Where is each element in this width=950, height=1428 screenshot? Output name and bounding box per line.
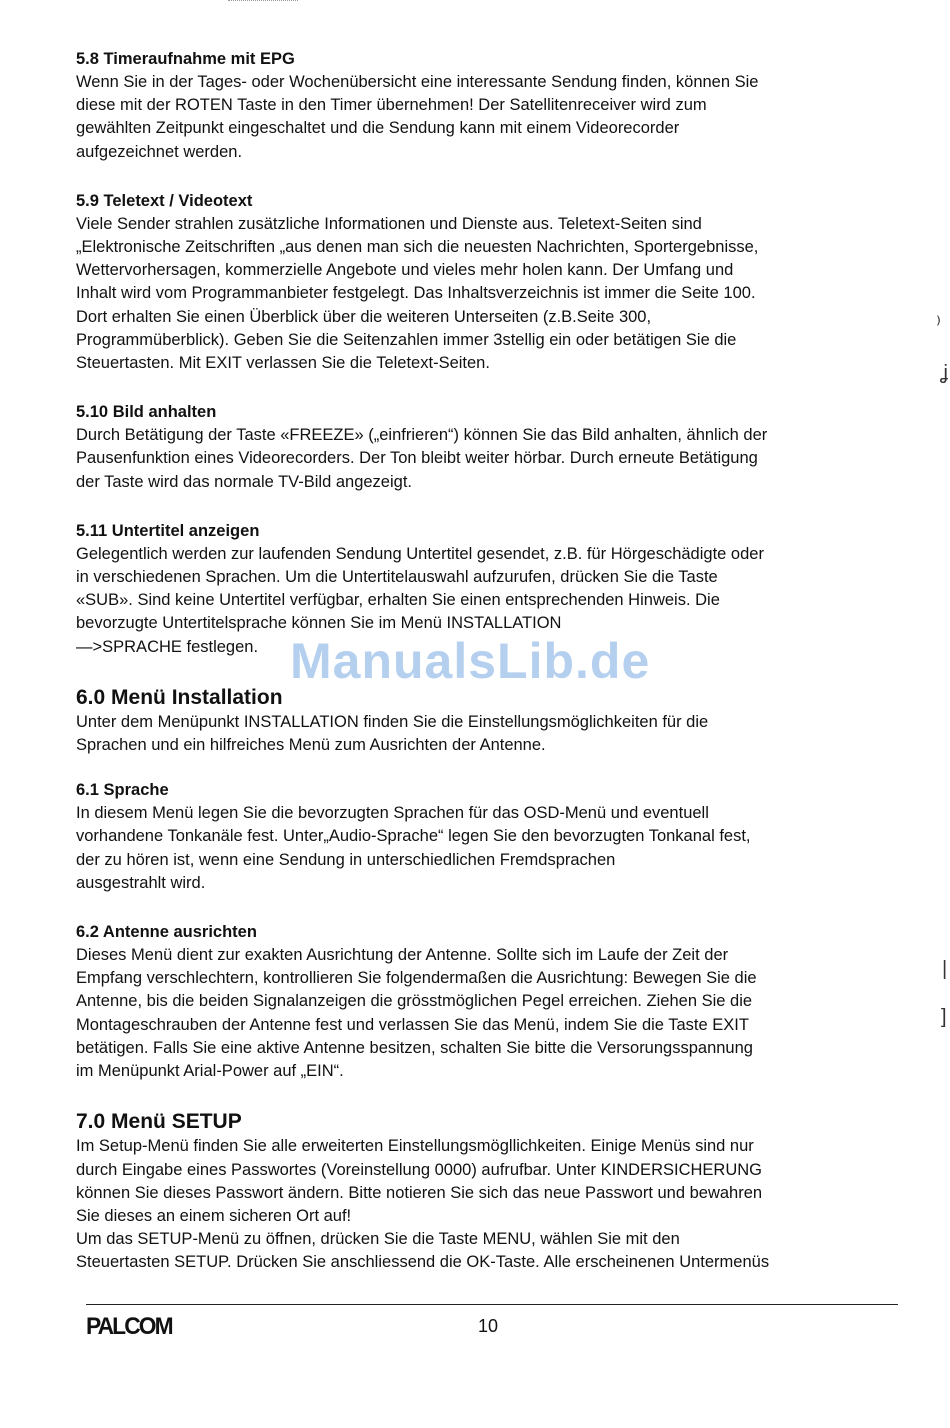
paragraph-line: Empfang verschlechtern, kontrollieren Sie folgendermaßen die Ausrichtung: Bewegen Sie die: [76, 969, 757, 988]
section-heading: 5.8 Timeraufnahme mit EPG: [76, 50, 295, 68]
paragraph-line: Gelegentlich werden zur laufenden Sendung Untertitel gesendet, z.B. für Hörgeschädigte oder: [76, 544, 764, 563]
paragraph-line: Wettervorhersagen, kommerzielle Angebote und vieles mehr holen kann. Der Umfang und: [76, 261, 734, 280]
paragraph-line: Wenn Sie in der Tages- oder Wochenübersicht eine interessante Sendung finden, können Sie: [76, 73, 759, 91]
margin-mark: ]: [941, 1006, 947, 1028]
paragraph-line: «SUB». Sind keine Untertitel verfügbar, erhalten Sie einen entsprechenden Hinweis. Die: [76, 591, 720, 610]
paragraph-line: in verschiedenen Sprachen. Um die Untertitelauswahl aufzurufen, drücken Sie die Taste: [76, 568, 718, 587]
footer-divider: [86, 1304, 898, 1305]
paragraph-line: durch Eingabe eines Passwortes (Voreinstellung 0000) aufrufbar. Unter KINDERSICHERUNG: [76, 1160, 762, 1179]
section: [76, 190, 906, 375]
section: [76, 1109, 906, 1274]
margin-mark: ⁾: [936, 314, 941, 336]
paragraph-line: bevorzugte Untertitelsprache können Sie im Menü INSTALLATION: [76, 614, 562, 633]
paragraph-line: Im Setup-Menü finden Sie alle erweiterten Einstellungsmögllichkeiten. Einige Menüs sind nur: [76, 1137, 754, 1156]
paragraph-line: diese mit der ROTEN Taste in den Timer übernehmen! Der Satellitenreceiver wird zum: [76, 96, 707, 115]
paragraph-line: Dort erhalten Sie einen Überblick über die weiteren Unterseiten (z.B.Seite 300,: [76, 307, 652, 326]
paragraph-line: —>SPRACHE festlegen.: [76, 637, 259, 656]
brand-logo: PALCOM: [86, 1313, 172, 1340]
paragraph-line: der zu hören ist, wenn eine Sendung in unterschiedlichen Fremdsprachen: [76, 850, 616, 869]
paragraph-line: Durch Betätigung der Taste «FREEZE» („einfrieren“) können Sie das Bild anhalten, ähnlich der: [76, 426, 768, 445]
paragraph-line: „Elektronische Zeitschriften „aus denen man sich die neuesten Nachrichten, Sportergebnisse,: [76, 238, 759, 257]
paragraph-line: Steuertasten. Mit EXIT verlassen Sie die Teletext-Seiten.: [76, 354, 490, 373]
section: [76, 685, 906, 757]
paragraph-line: Dieses Menü dient zur exakten Ausrichtung der Antenne. Sollte sich im Laufe der Zeit der: [76, 946, 729, 965]
paragraph-line: aufgezeichnet werden.: [76, 142, 243, 161]
paragraph-line: können Sie dieses Passwort ändern. Bitte notieren Sie sich das neue Passwort und bewahren: [76, 1183, 763, 1202]
paragraph-line: gewählten Zeitpunkt eingeschaltet und die Sendung kann mit einem Videorecorder: [76, 119, 680, 138]
section-heading: 5.9 Teletext / Videotext: [76, 191, 253, 210]
paragraph-line: betätigen. Falls Sie eine aktive Antenne besitzen, schalten Sie bitte die Versorungsspannung: [76, 1038, 753, 1057]
section-heading: 6.2 Antenne ausrichten: [76, 923, 257, 942]
top-scan-mark: [228, 0, 298, 4]
section: [76, 921, 906, 1083]
paragraph-line: Inhalt wird vom Programmanbieter festgelegt. Das Inhaltsverzeichnis ist immer die Seite 100.: [76, 284, 756, 303]
paragraph-line: Steuertasten SETUP. Drücken Sie anschliessend die OK-Taste. Alle erscheinenen Untermenüs: [76, 1253, 770, 1272]
paragraph-line: vorhandene Tonkanäle fest. Unter„Audio-Sprache“ legen Sie den bevorzugten Tonkanal fest,: [76, 827, 751, 846]
paragraph-line: der Taste wird das normale TV-Bild angezeigt.: [76, 472, 412, 491]
watermark: ManualsLib.de: [290, 633, 651, 689]
section: [76, 779, 906, 895]
paragraph-line: im Menüpunkt Arial-Power auf „EIN“.: [76, 1062, 344, 1081]
section-heading: 5.11 Untertitel anzeigen: [76, 521, 260, 540]
paragraph-line: Viele Sender strahlen zusätzliche Informationen und Dienste aus. Teletext-Seiten sind: [76, 214, 702, 233]
paragraph-line: In diesem Menü legen Sie die bevorzugten Sprachen für das OSD-Menü und eventuell: [76, 804, 709, 823]
paragraph-line: Sie dieses an einem sicheren Ort auf!: [76, 1206, 352, 1225]
section: [76, 48, 906, 164]
margin-mark: |: [942, 958, 948, 980]
chapter-heading: 7.0 Menü SETUP: [76, 1110, 242, 1134]
section: [76, 401, 906, 494]
paragraph-line: Pausenfunktion eines Videorecorders. Der Ton bleibt weiter hörbar. Durch erneute Betätigung: [76, 449, 758, 468]
margin-mark: ʝ: [940, 362, 948, 384]
paragraph-line: Sprachen und ein hilfreiches Menü zum Ausrichten der Antenne.: [76, 736, 546, 755]
paragraph-line: ausgestrahlt wird.: [76, 873, 206, 892]
paragraph-line: Antenne, bis die beiden Signalanzeigen die grösstmöglichen Pegel erreichen. Ziehen Sie die: [76, 992, 753, 1011]
paragraph-line: Programmüberblick). Geben Sie die Seitenzahlen immer 3stellig ein oder betätigen Sie die: [76, 330, 737, 349]
paragraph-line: Unter dem Menüpunkt INSTALLATION finden Sie die Einstellungsmöglichkeiten für die: [76, 712, 709, 731]
chapter-heading: 6.0 Menü Installation: [76, 685, 283, 709]
paragraph-line: Um das SETUP-Menü zu öffnen, drücken Sie die Taste MENU, wählen Sie mit den: [76, 1230, 680, 1249]
page-number: 10: [478, 1316, 499, 1336]
paragraph-line: Montageschrauben der Antenne fest und verlassen Sie das Menü, indem Sie die Taste EXIT: [76, 1015, 749, 1034]
section-heading: 6.1 Sprache: [76, 781, 169, 800]
section-heading: 5.10 Bild anhalten: [76, 403, 217, 422]
